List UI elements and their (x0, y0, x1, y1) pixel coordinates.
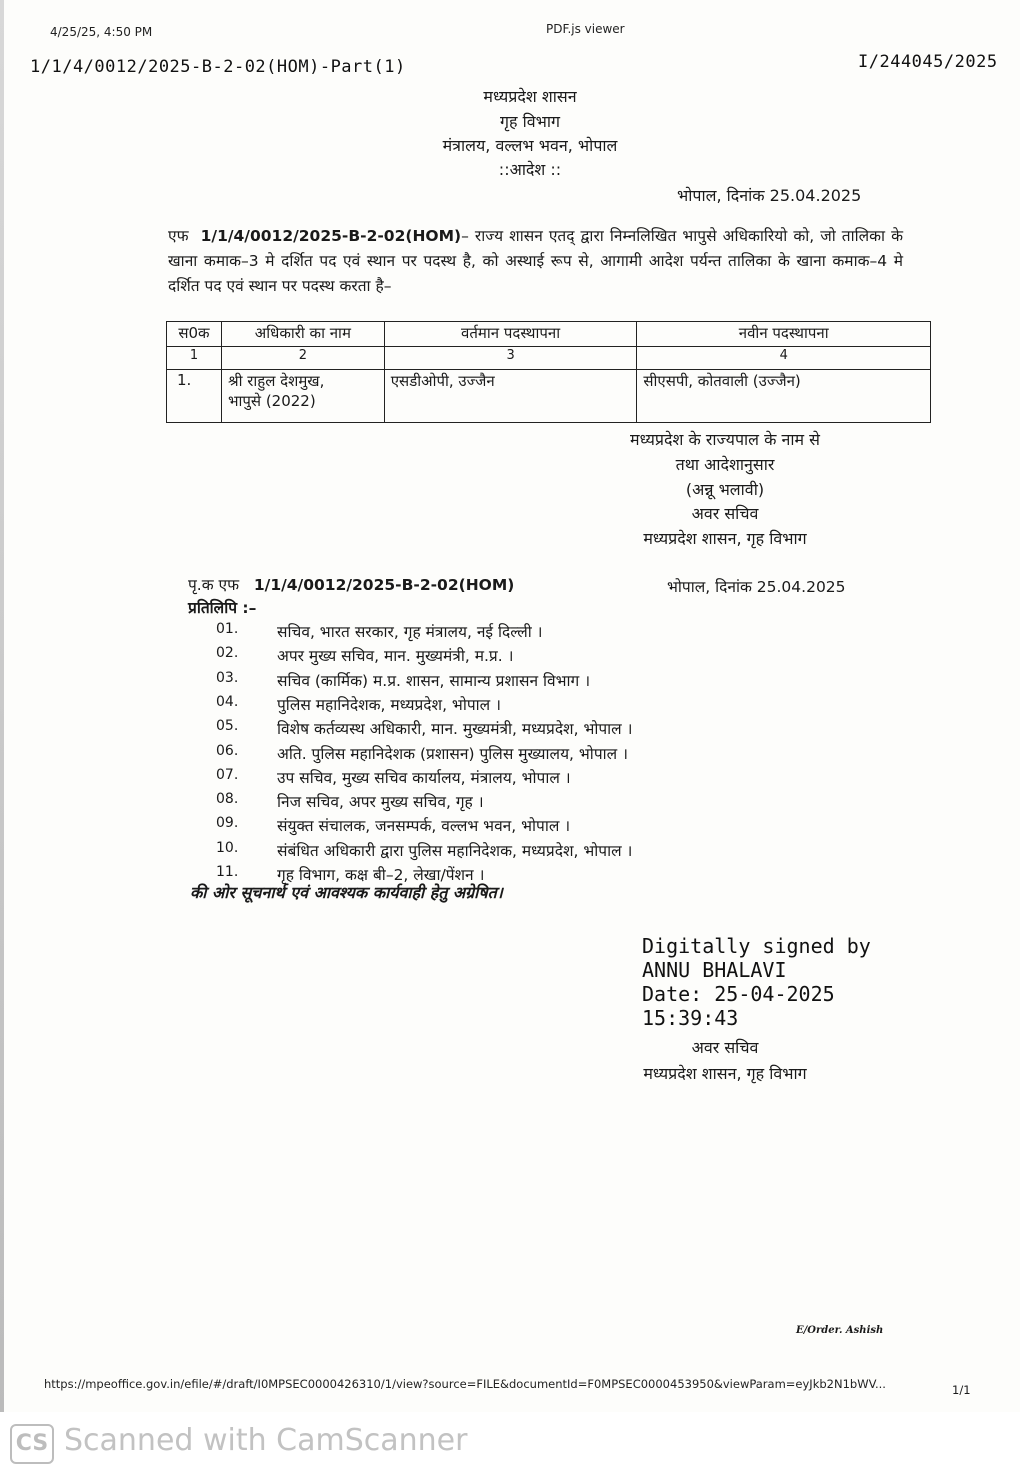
order-file-number: 1/1/4/0012/2025-B-2-02(HOM) (200, 227, 462, 245)
copy-list-number: 07. (216, 767, 239, 783)
officer-service: भापुसे (2022) (227, 392, 316, 410)
digital-signature-date: Date: 25-04-2025 (642, 982, 835, 1006)
row-new-posting: सीएसपी, कोतवाली (उज्जैन) (637, 370, 931, 423)
table-header-row (167, 322, 931, 347)
copy-list-item: संयुक्त संचालक, जनसम्पर्क, वल्लभ भवन, भोपाल । (277, 817, 571, 835)
eorder-note: E/Order. Ashish (796, 1325, 884, 1336)
row-serial: 1. (167, 370, 222, 423)
order-prefix: एफ (168, 227, 189, 245)
viewer-title: PDF.js viewer (546, 22, 625, 36)
print-footer-url: https://mpeoffice.gov.in/efile/#/draft/I0MPSEC0000426310/1/view?source=FILE&documentId=F0MPSEC0000453950&viewParam=eyJkb2N1bWV... (44, 1377, 886, 1391)
signature-authority-line1: मध्यप्रदेश के राज्यपाल के नाम से (630, 430, 820, 449)
copy-list-number: 10. (216, 840, 239, 856)
closing-line: की ओर सूचनार्थ एवं आवश्यक कार्यवाही हेतु अग्रेषित। (190, 883, 503, 902)
copy-list-number: 09. (216, 815, 239, 831)
copy-list-item: पुलिस महानिदेशक, मध्यप्रदेश, भोपाल । (277, 696, 501, 714)
print-timestamp: 4/25/25, 4:50 PM (50, 25, 153, 39)
column-number: 1 (167, 347, 222, 370)
copy-list-item: अपर मुख्य सचिव, मान. मुख्यमंत्री, म.प्र. । (277, 647, 514, 665)
heading-department: गृह विभाग (499, 112, 561, 131)
heading-order: ::आदेश :: (498, 160, 562, 179)
officer-name: श्री राहुल देशमुख, (227, 372, 325, 390)
endorsement-prefix: पृ.क एफ (188, 576, 240, 594)
column-number: 2 (221, 347, 384, 370)
copy-list-number: 11. (216, 864, 239, 880)
signatory-name: (अन्नू भलावी) (685, 480, 765, 499)
header-serial: स0क (167, 322, 222, 347)
order-text: – राज्य शासन एतद् द्वारा निम्नलिखित भापुसे अधिकारियो को, जो तालिका के खाना कमाक–3 मे दर्शित पद एवं स्थान पर पदस्थ है, को अस्थाई रूप से, आगामी आदेश पर्यन्त तालिका के खाना कमाक–4 मे दर्शित पद एवं स्थान पर पदस्थ करता है– (168, 227, 904, 295)
copy-list-item: अति. पुलिस महानिदेशक (प्रशासन) पुलिस मुख्यालय, भोपाल । (277, 745, 628, 763)
header-current-posting: वर्तमान पदस्थापना (384, 322, 637, 347)
page-number: 1/1 (952, 1383, 971, 1397)
file-reference-left: 1/1/4/0012/2025-B-2-02(HOM)-Part(1) (30, 57, 406, 77)
column-number: 4 (637, 347, 931, 370)
file-reference-right: I/244045/2025 (858, 52, 998, 72)
endorsement-file-number: 1/1/4/0012/2025-B-2-02(HOM) (253, 576, 515, 594)
posting-table (166, 321, 931, 423)
copy-list-number: 06. (216, 743, 239, 759)
table-column-number-row (167, 347, 931, 370)
row-officer-name (221, 370, 384, 423)
copy-list-number: 03. (216, 670, 239, 686)
scanner-watermark-text: Scanned with CamScanner (64, 1423, 468, 1458)
copy-list-item: सचिव, भारत सरकार, गृह मंत्रालय, नई दिल्ली । (277, 623, 543, 641)
digital-signature-time: 15:39:43 (642, 1006, 739, 1030)
header-officer-name: अधिकारी का नाम (221, 322, 384, 347)
copy-list-number: 02. (216, 645, 239, 661)
copy-list-number: 04. (216, 694, 239, 710)
copy-list-item: संबंधित अधिकारी द्वारा पुलिस महानिदेशक, मध्यप्रदेश, भोपाल । (277, 842, 633, 860)
signatory-department: मध्यप्रदेश शासन, गृह विभाग (643, 529, 807, 548)
order-paragraph (168, 224, 903, 299)
digital-signature-name: ANNU BHALAVI (642, 958, 787, 982)
endorsement-line (188, 573, 514, 595)
signatory-department-2: मध्यप्रदेश शासन, गृह विभाग (643, 1064, 807, 1083)
copy-list-item: सचिव (कार्मिक) म.प्र. शासन, सामान्य प्रशासन विभाग । (277, 672, 591, 690)
scan-edge-shadow (0, 0, 4, 1412)
table-row (167, 370, 931, 423)
copy-list-item: उप सचिव, मुख्य सचिव कार्यालय, मंत्रालय, भोपाल । (277, 769, 571, 787)
heading-government: मध्यप्रदेश शासन (483, 87, 577, 106)
copy-list-number: 01. (216, 621, 239, 637)
header-new-posting: नवीन पदस्थापना (637, 322, 931, 347)
copy-list-item: विशेष कर्तव्यस्थ अधिकारी, मान. मुख्यमंत्री, मध्यप्रदेश, भोपाल । (277, 720, 633, 738)
camscanner-logo-icon: CS (10, 1424, 54, 1464)
row-current-posting: एसडीओपी, उज्जैन (384, 370, 637, 423)
copy-list-item: गृह विभाग, कक्ष बी–2, लेखा/पेंशन । (277, 866, 485, 884)
signatory-designation: अवर सचिव (691, 504, 759, 523)
column-number: 3 (384, 347, 637, 370)
digital-signature-line1: Digitally signed by (642, 934, 871, 958)
endorsement-date: भोपाल, दिनांक 25.04.2025 (667, 578, 846, 596)
copy-list-number: 08. (216, 791, 239, 807)
copy-list-item: निज सचिव, अपर मुख्य सचिव, गृह । (277, 793, 484, 811)
signatory-designation-2: अवर सचिव (691, 1038, 759, 1057)
copy-list-number: 05. (216, 718, 239, 734)
heading-address: मंत्रालय, वल्लभ भवन, भोपाल (442, 136, 618, 155)
copy-to-label: प्रतिलिपि :– (188, 599, 257, 617)
order-date: भोपाल, दिनांक 25.04.2025 (677, 186, 862, 205)
signature-authority-line2: तथा आदेशानुसार (675, 455, 775, 474)
